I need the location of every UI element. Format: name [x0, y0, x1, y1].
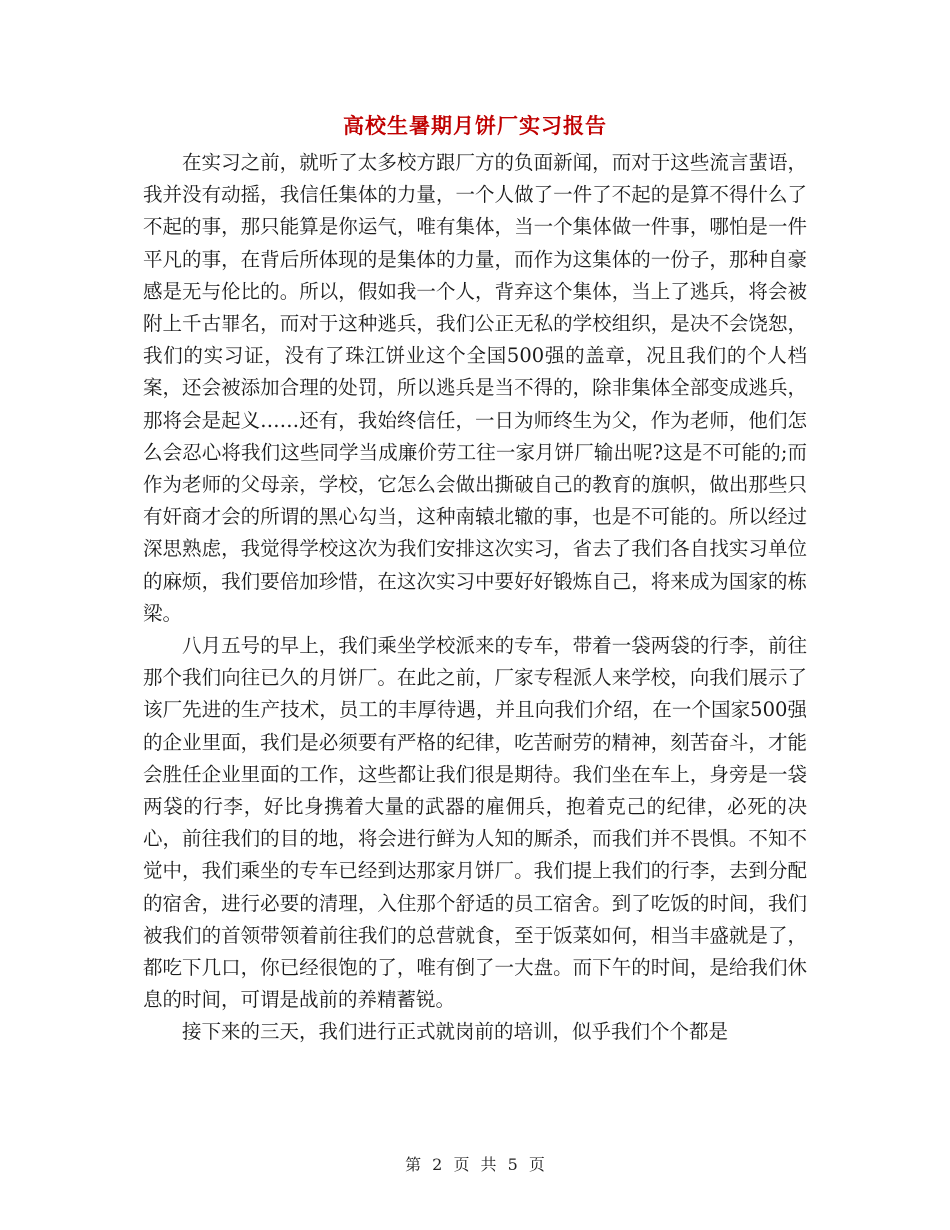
page-number-footer: 第 2 页 共 5 页 [405, 1155, 545, 1174]
document-body [143, 147, 807, 1049]
paragraph-2: 八月五号的早上，我们乘坐学校派来的专车，带着一袋两袋的行李，前往那个我们向往已久的月饼厂。在此之前，厂家专程派人来学校，向我们展示了该厂先进的生产技术，员工的丰厚待遇，并且向我们介绍，在一个国家500强的企业里面，我们是必须要有严格的纪律，吃苦耐劳的精神，刻苦奋斗，才能会胜任企业里面的工作，这些都让我们很是期待。我们坐在车上，身旁是一袋两袋的行李，好比身携着大量的武器的雇佣兵，抱着克己的纪律，必死的决心，前往我们的目的地，将会进行鲜为人知的厮杀，而我们并不畏惧。不知不觉中，我们乘坐的专车已经到达那家月饼厂。我们提上我们的行李，去到分配的宿舍，进行必要的清理，入住那个舒适的员工宿舍。到了吃饭的时间，我们被我们的首领带领着前往我们的总营就食，至于饭菜如何，相当丰盛就是了，都吃下几口，你已经很饱的了，唯有倒了一大盘。而下午的时间，是给我们休息的时间，可谓是战前的养精蓄锐。 [143, 634, 807, 1012]
paragraph-3: 接下来的三天，我们进行正式就岗前的培训，似乎我们个个都是 [182, 1020, 729, 1044]
document-title: 高校生暑期月饼厂实习报告 [343, 113, 607, 138]
paragraph-1: 在实习之前，就听了太多校方跟厂方的负面新闻，而对于这些流言蜚语，我并没有动摇，我信任集体的力量，一个人做了一件了不起的是算不得什么了不起的事，那只能算是你运气，唯有集体，当一个集体做一件事，哪怕是一件平凡的事，在背后所体现的是集体的力量，而作为这集体的一份子，那种自豪感是无与伦比的。所以，假如我一个人，背弃这个集体，当上了逃兵，将会被附上千古罪名，而对于这种逃兵，我们公正无私的学校组织，是决不会饶恕，我们的实习证，没有了珠江饼业这个全国500强的盖章，况且我们的个人档案，还会被添加合理的处罚，所以逃兵是当不得的，除非集体全部变成逃兵，那将会是起义……还有，我始终信任，一日为师终生为父，作为老师，他们怎么会忍心将我们这些同学当成廉价劳工往一家月饼厂输出呢?这是不可能的;而作为老师的父母亲，学校，它怎么会做出撕破自己的教育的旗帜，做出那些只有奸商才会的所谓的黑心勾当，这种南辕北辙的事，也是不可能的。所以经过深思熟虑，我觉得学校这次为我们安排这次实习，省去了我们各自找实习单位的麻烦，我们要倍加珍惜，在这次实习中要好好锻炼自己，将来成为国家的栋梁。 [143, 151, 807, 625]
